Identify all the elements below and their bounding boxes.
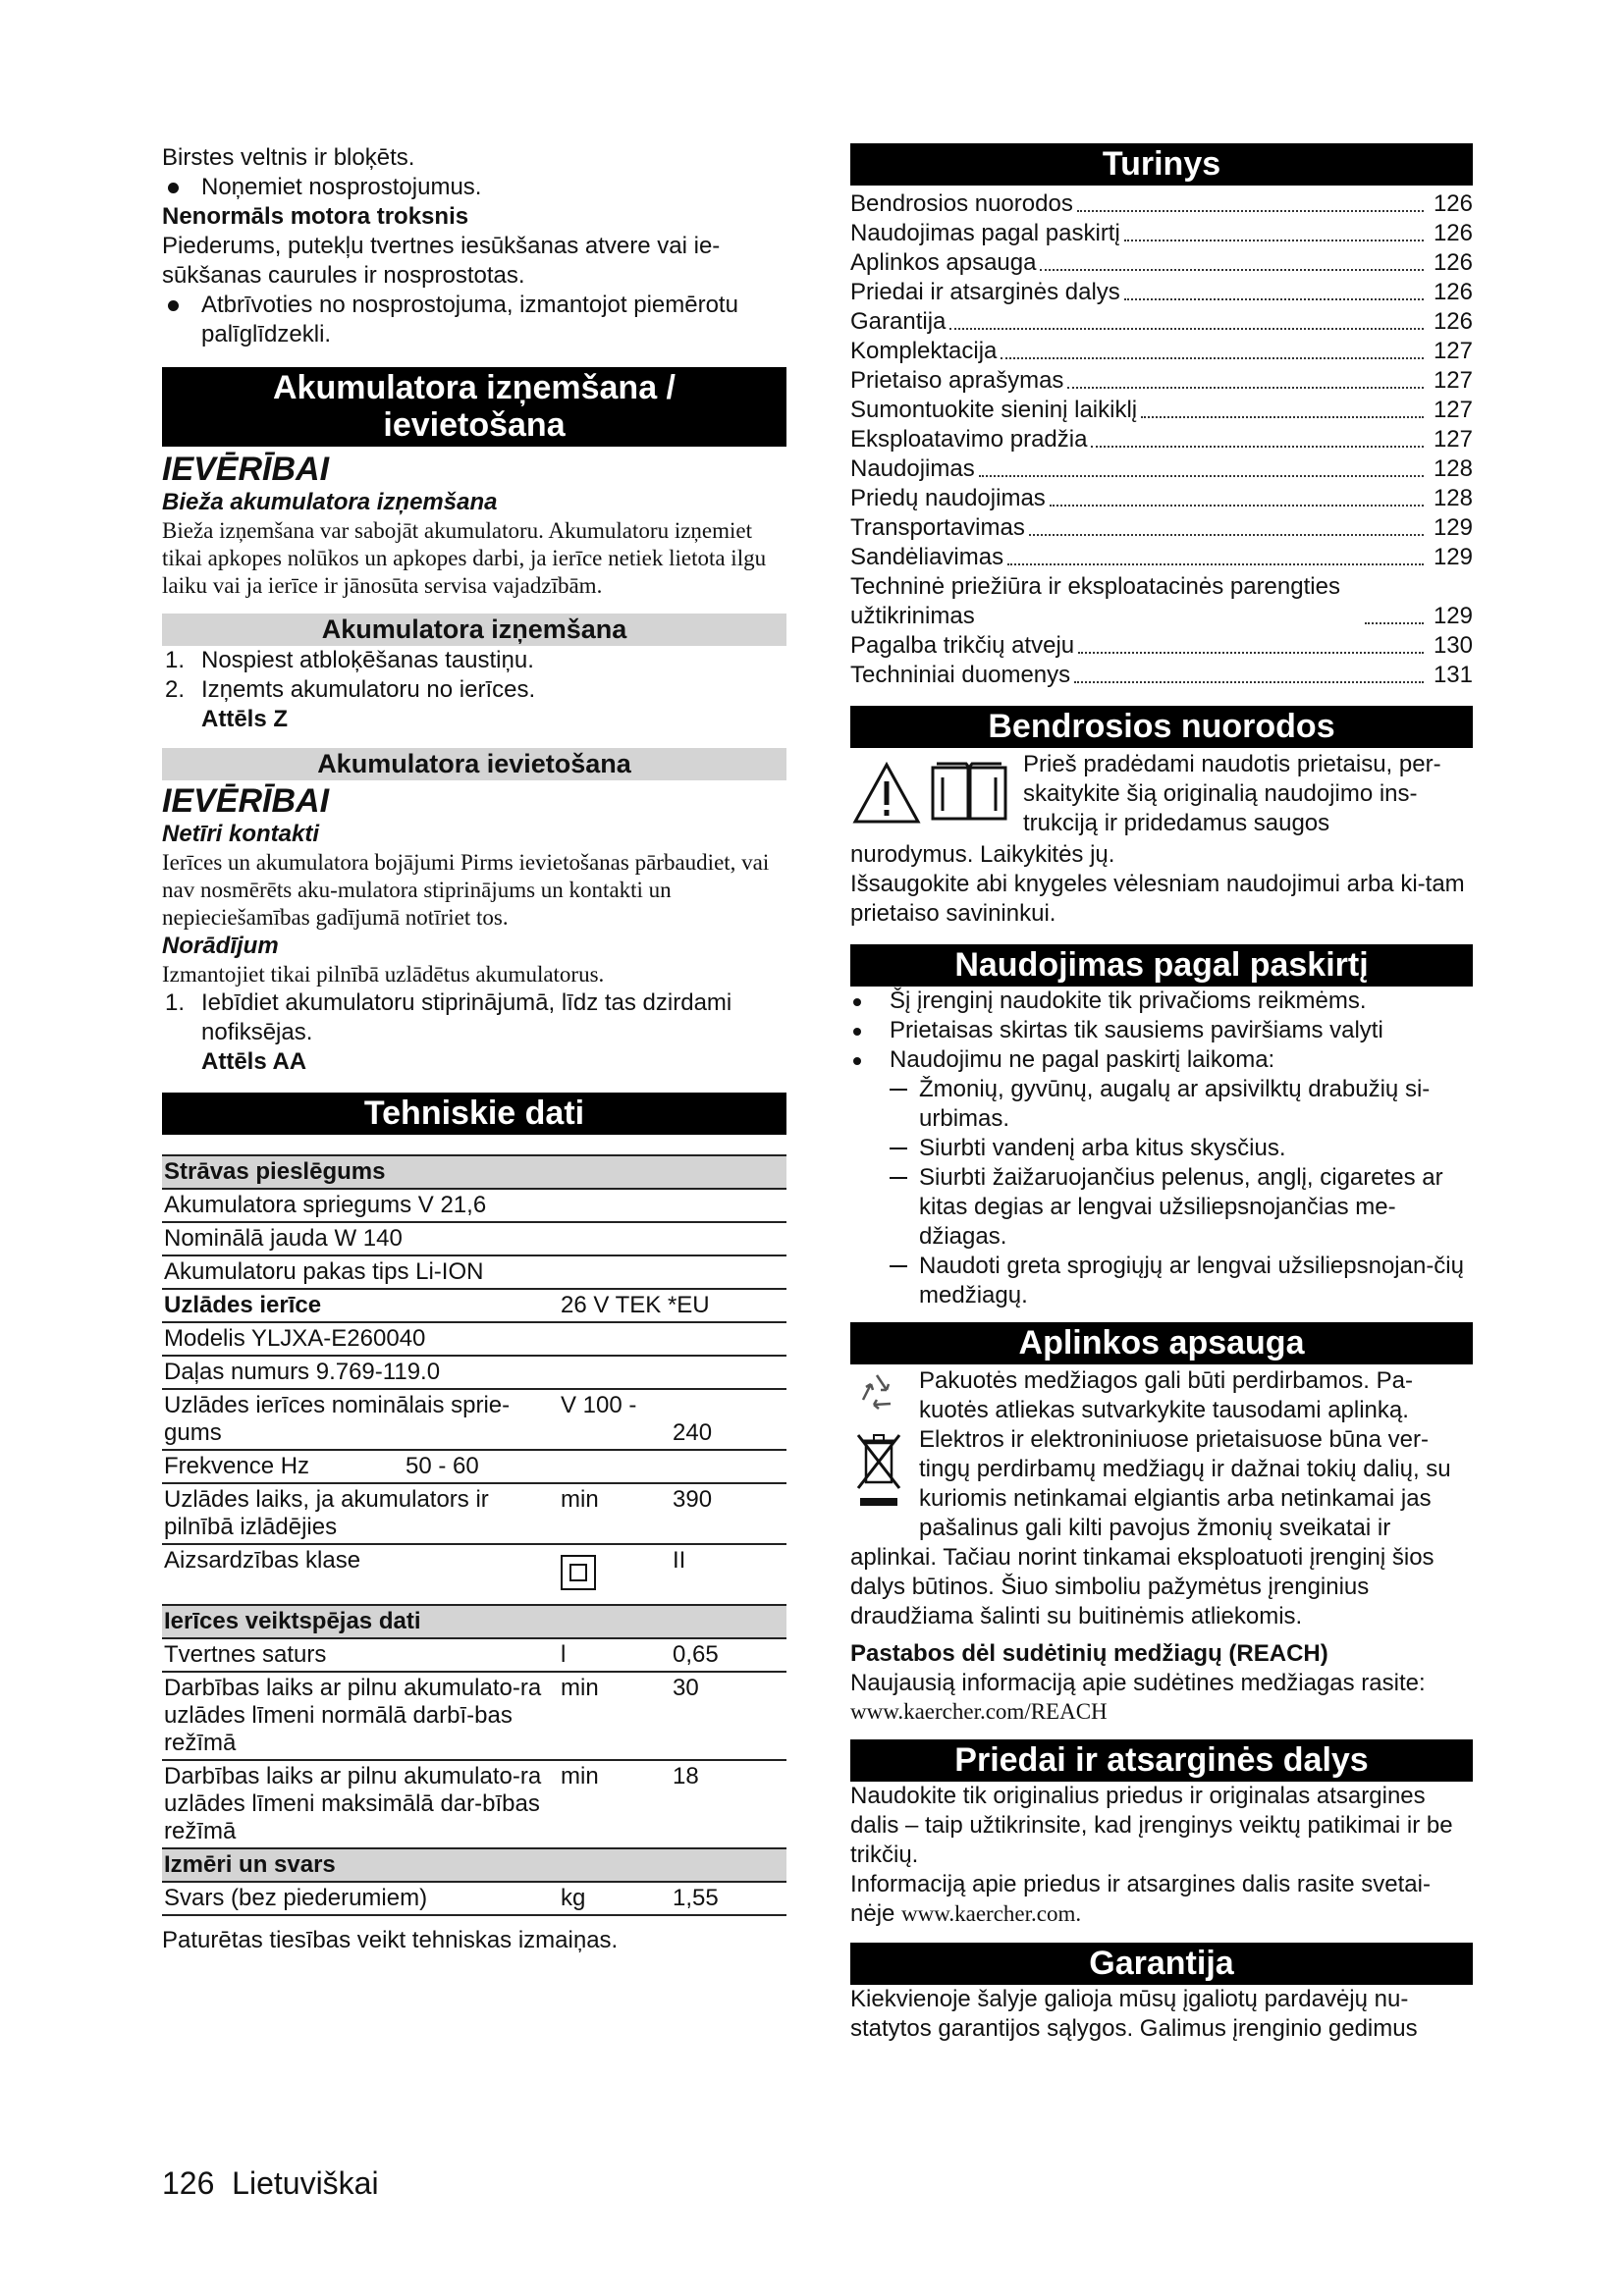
toc-entry-label: Naudojimas pagal paskirtį <box>850 220 1120 246</box>
toc-leader-dots <box>979 475 1424 477</box>
toc-entry[interactable] <box>850 484 1473 513</box>
tech-footnote: Paturētas tiesības veikt tehniskas izmaiņas. <box>162 1927 619 1953</box>
misuse-item: Naudoti greta sprogiųjų ar lengvai užsiliepsnojan-čių medžiagų. <box>850 1252 1473 1310</box>
toc-entry[interactable] <box>850 543 1473 572</box>
toc-entry-page: 126 <box>1433 308 1473 335</box>
toc-entry-label: Techniniai duomenys <box>850 662 1071 688</box>
toc-entry-page: 128 <box>1433 485 1473 511</box>
tech-data-title: Tehniskie dati <box>162 1093 786 1135</box>
battery-section-title: Akumulatora izņemšana / ievietošana <box>162 367 786 447</box>
general-notes-text: Išsaugokite abi knygeles vėlesniam naudojimui arba ki-tam prietaiso savininkui. <box>850 871 1465 927</box>
misuse-item: Siurbti žaižaruojančius pelenus, anglį, cigaretes ar kitas degias ar lengvai užsiliepsnojančias me-džiagas. <box>850 1163 1473 1252</box>
toc-leader-dots <box>1050 505 1424 507</box>
toc-leader-dots <box>1365 622 1424 624</box>
accessories-text: Informaciją apie priedus ir atsargines dalis rasite svetai-nėje www.kaercher.com. <box>850 1871 1431 1927</box>
toc-entry[interactable] <box>850 572 1473 631</box>
toc-entry-label: Sandėliavimas <box>850 544 1004 570</box>
manual-book-icon <box>929 760 1009 825</box>
intended-use-bullet: Šį įrenginį naudokite tik privačioms reikmėms. <box>850 987 1473 1016</box>
table-row: Uzlādes ierīces nominālais sprie-gums V 100 - 240 <box>162 1389 786 1450</box>
notice-subheading: Bieža akumulatora izņemšana <box>162 489 498 515</box>
toc-leader-dots <box>1029 534 1424 536</box>
toc-entry-page: 126 <box>1433 249 1473 276</box>
footer-language: Lietuviškai <box>232 2165 379 2201</box>
recycling-icon <box>854 1370 899 1415</box>
toc-entry[interactable] <box>850 189 1473 219</box>
toc-entry-page: 129 <box>1433 544 1473 570</box>
table-row: Uzlādes laiks, ja akumulators ir pilnībā izlādējies min 390 <box>162 1483 786 1544</box>
toc-leader-dots <box>1124 298 1424 300</box>
reach-text: Naujausią informaciją apie sudėtines medžiagas rasite: <box>850 1670 1426 1696</box>
insertion-step-1: 1. Iebīdiet akumulatoru stiprinājumā, līdz tas dzirdami nofiksējas. <box>165 989 732 1045</box>
accessories-text: Naudokite tik originalius priedus ir originalas atsargines dalis – taip užtikrinsite, kad įrenginys veiktų patikimai ir be trikčių. <box>850 1783 1453 1868</box>
toc-entry-page: 129 <box>1433 603 1473 629</box>
motor-noise-text: Piederums, putekļu tvertnes iesūkšanas atvere vai ie-sūkšanas caurules ir nosprostotas. <box>162 233 721 289</box>
misuse-item: Siurbti vandenį arba kitus skysčius. <box>850 1134 1473 1163</box>
removal-step-1: 1. Nospiest atbloķēšanas taustiņu. <box>165 647 534 673</box>
table-section-row: Izmēri un svars <box>162 1848 786 1882</box>
right-column <box>850 143 1473 2044</box>
toc-entry[interactable] <box>850 425 1473 454</box>
toc-entry-label: Priedų naudojimas <box>850 485 1046 511</box>
table-row: Frekvence Hz 50 - 60 <box>162 1450 786 1483</box>
environment-title: Aplinkos apsauga <box>850 1322 1473 1364</box>
table-of-contents <box>850 189 1473 690</box>
toc-entry[interactable] <box>850 248 1473 278</box>
toc-entry[interactable] <box>850 337 1473 366</box>
table-row: Daļas numurs 9.769-119.0 <box>162 1356 786 1389</box>
table-section-row: Strāvas pieslēgums <box>162 1155 786 1189</box>
warranty-text: Kiekvienoje šalyje galioja mūsų įgaliotų pardavėjų nu-statytos garantijos sąlygos. Galimus įrenginio gedimus <box>850 1986 1418 2042</box>
toc-entry[interactable] <box>850 661 1473 690</box>
toc-entry[interactable] <box>850 396 1473 425</box>
toc-entry-page: 131 <box>1433 662 1473 688</box>
toc-entry-page: 127 <box>1433 367 1473 394</box>
warranty-title: Garantija <box>850 1943 1473 1985</box>
tech-data-table <box>162 1154 786 1916</box>
crossed-bin-icon <box>854 1429 903 1512</box>
table-row: Darbības laiks ar pilnu akumulato-ra uzlādes līmeni maksimālā dar-bības režīmā min 18 <box>162 1760 786 1848</box>
toc-entry-label: Sumontuokite sieninį laikiklį <box>850 397 1138 423</box>
intended-use-title: Naudojimas pagal paskirtį <box>850 944 1473 987</box>
notice-text: Bieža izņemšana var sabojāt akumulatoru. Akumulatoru izņemiet tikai apkopes nolūkos un apkopes darbi, ja ierīce netiek lietota ilgu laiku vai ja ierīce ir jānosūta servisa vajadzībām. <box>162 518 767 598</box>
environment-text: aplinkai. Tačiau norint tinkamai eksploatuoti įrenginį šios dalys būtinos. Šiuo simboliu pažymėtus įrenginius draudžiama šalinti su buitinėmis atliekomis. <box>850 1544 1435 1629</box>
motor-noise-heading: Nenormāls motora troksnis <box>162 203 469 230</box>
toc-entry-page: 127 <box>1433 397 1473 423</box>
toc-leader-dots <box>1141 416 1424 418</box>
table-row: Nominālā jauda W 140 <box>162 1222 786 1255</box>
toc-leader-dots <box>1077 210 1424 212</box>
toc-entry-page: 126 <box>1433 279 1473 305</box>
table-section-row: Ierīces veiktspējas dati <box>162 1605 786 1638</box>
environment-text: Pakuotės medžiagos gali būti perdirbamos. Pa-kuotės atliekas sutvarkykite tausodami aplinką. <box>919 1367 1413 1423</box>
general-notes-text: nurodymus. Laikykitės jų. <box>850 841 1115 868</box>
toc-entry-label: Bendrosios nuorodos <box>850 190 1073 217</box>
figure-reference: Attēls AA <box>201 1048 307 1075</box>
toc-leader-dots <box>1078 652 1424 654</box>
reach-link[interactable]: www.kaercher.com/REACH <box>850 1699 1108 1724</box>
toc-leader-dots <box>949 328 1424 330</box>
toc-leader-dots <box>1091 446 1424 448</box>
battery-insertion-heading: Akumulatora ievietošana <box>162 748 786 780</box>
toc-entry-page: 127 <box>1433 426 1473 453</box>
clear-blockage-bullet: Atbrīvoties no nosprostojuma, izmantojot piemērotu palīglīdzekli. <box>162 291 786 349</box>
note-heading: Norādījum <box>162 933 279 959</box>
notice-heading: IEVĒRĪBAI <box>162 451 330 488</box>
toc-entry-label: Komplektacija <box>850 338 998 364</box>
reach-heading: Pastabos dėl sudėtinių medžiagų (REACH) <box>850 1640 1328 1667</box>
toc-entry[interactable] <box>850 513 1473 543</box>
note-text: Izmantojiet tikai pilnībā uzlādētus akumulatorus. <box>162 962 605 987</box>
table-row: Aizsardzības klase II <box>162 1544 786 1605</box>
toc-entry-page: 127 <box>1433 338 1473 364</box>
kaercher-link[interactable]: www.kaercher.com. <box>901 1901 1082 1926</box>
toc-leader-dots <box>1074 681 1424 683</box>
accessories-title: Priedai ir atsarginės dalys <box>850 1739 1473 1782</box>
notice-heading: IEVĒRĪBAI <box>162 782 330 820</box>
toc-entry-label: Transportavimas <box>850 514 1025 541</box>
toc-entry-page: 130 <box>1433 632 1473 659</box>
page-footer <box>162 2165 379 2201</box>
toc-entry[interactable] <box>850 454 1473 484</box>
table-row: Akumulatoru pakas tips Li-ION <box>162 1255 786 1289</box>
remove-blockage-bullet: Noņemiet nosprostojumus. <box>162 173 786 202</box>
toc-entry[interactable] <box>850 278 1473 307</box>
table-row: Tvertnes saturs l 0,65 <box>162 1638 786 1672</box>
toc-leader-dots <box>1001 357 1424 359</box>
intended-use-bullet: Prietaisas skirtas tik sausiems paviršiams valyti <box>850 1016 1473 1045</box>
toc-leader-dots <box>1124 240 1424 241</box>
toc-entry-label: Garantija <box>850 308 947 335</box>
toc-entry-page: 126 <box>1433 190 1473 217</box>
toc-entry-label: Eksploatavimo pradžia <box>850 426 1088 453</box>
intended-use-bullet: Naudojimu ne pagal paskirtį laikoma: <box>850 1045 1473 1075</box>
page-number: 126 <box>162 2165 215 2201</box>
toc-entry[interactable] <box>850 631 1473 661</box>
toc-entry-label: Priedai ir atsarginės dalys <box>850 279 1120 305</box>
table-row: Uzlādes ierīce 26 V TEK *EU <box>162 1289 786 1322</box>
table-row: Akumulatora spriegums V 21,6 <box>162 1189 786 1222</box>
toc-leader-dots <box>1040 269 1424 271</box>
warning-triangle-icon <box>852 762 921 825</box>
table-row: Modelis YLJXA-E260040 <box>162 1322 786 1356</box>
blocked-brush-text: Birstes veltnis ir bloķēts. <box>162 144 415 171</box>
toc-entry-label: Pagalba trikčių atveju <box>850 632 1075 659</box>
toc-entry-page: 126 <box>1433 220 1473 246</box>
notice-text: Ierīces un akumulatora bojājumi Pirms ievietošanas pārbaudiet, vai nav nosmērēts aku-mulatora stiprinājums un kontakti un nepieciešamības gadījumā notīriet tos. <box>162 850 770 930</box>
toc-entry[interactable] <box>850 366 1473 396</box>
toc-leader-dots <box>1007 563 1424 565</box>
toc-entry-label: Aplinkos apsauga <box>850 249 1037 276</box>
misuse-item: Žmonių, gyvūnų, augalų ar apsivilktų drabužių si-urbimas. <box>850 1075 1473 1134</box>
figure-reference: Attēls Z <box>201 706 289 732</box>
toc-title: Turinys <box>850 143 1473 186</box>
toc-entry-label: Techninė priežiūra ir eksploatacinės parengties užtikrinimas <box>850 573 1340 629</box>
toc-entry[interactable] <box>850 219 1473 248</box>
battery-removal-heading: Akumulatora izņemšana <box>162 614 786 646</box>
toc-entry-page: 129 <box>1433 514 1473 541</box>
toc-entry-label: Prietaiso aprašymas <box>850 367 1064 394</box>
table-row: Svars (bez piederumiem) kg 1,55 <box>162 1882 786 1915</box>
left-column <box>162 143 786 1955</box>
table-row: Darbības laiks ar pilnu akumulato-ra uzlādes līmeni normālā darbī-bas režīmā min 30 <box>162 1672 786 1760</box>
protection-class-ii-icon <box>561 1555 596 1590</box>
notice-subheading: Netīri kontakti <box>162 821 320 847</box>
toc-entry-label: Naudojimas <box>850 455 975 482</box>
environment-text: Elektros ir elektroniniuose prietaisuose būna ver-tingų perdirbamų medžiagų ir dažnai tokių dalių, su kuriomis netinkamai elgiantis arba netinkamai jas pašalinus gali kilti pavojus žmonių sveikatai ir <box>919 1426 1451 1541</box>
removal-step-2: 2. Izņemts akumulatoru no ierīces. <box>165 676 536 703</box>
general-notes-text: Prieš pradėdami naudotis prietaisu, per-skaitykite šią originalią naudojimo ins-trukciją ir pridedamus saugos <box>1023 751 1441 836</box>
general-notes-title: Bendrosios nuorodos <box>850 706 1473 748</box>
toc-entry-page: 128 <box>1433 455 1473 482</box>
toc-entry[interactable] <box>850 307 1473 337</box>
toc-leader-dots <box>1067 387 1424 389</box>
